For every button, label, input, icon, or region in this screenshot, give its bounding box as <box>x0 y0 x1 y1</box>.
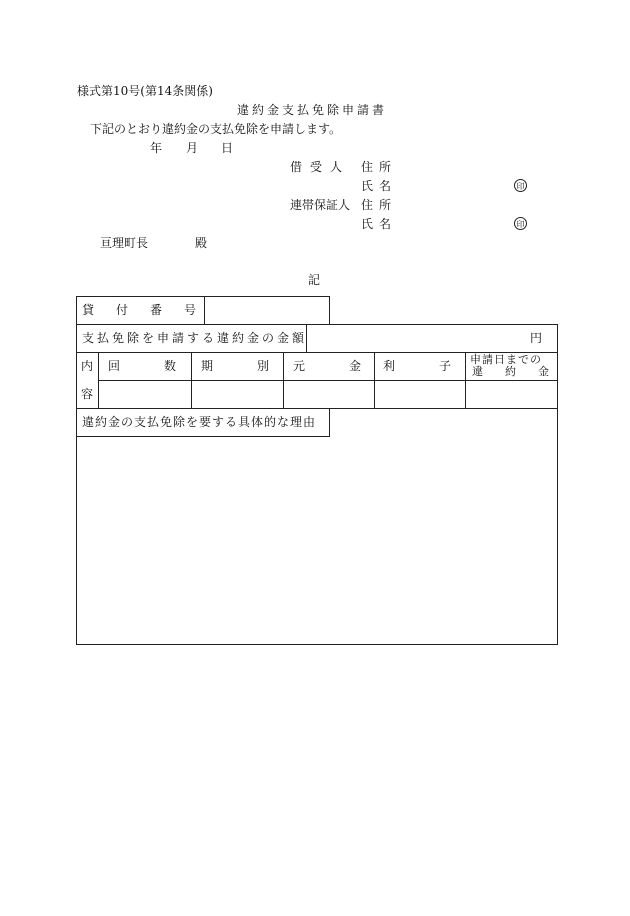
content-label-1: 内 <box>81 359 94 373</box>
column-rishi-text: 利子 <box>383 359 496 373</box>
column-penalty-line1: 申請日までの <box>470 353 542 366</box>
date-day: 日 <box>221 141 234 155</box>
loan-number-label <box>82 303 219 317</box>
reason-field[interactable] <box>82 442 552 640</box>
guarantor-seal-icon: 印 <box>514 217 527 230</box>
column-gankin <box>293 359 406 373</box>
column-kaisu <box>108 359 221 373</box>
addressee-name: 亘理町長 <box>100 236 149 250</box>
reason-label: 違約金の支払免除を要する具体的な理由 <box>82 415 317 429</box>
borrower-role: 借受人 <box>290 160 351 174</box>
ki-label: 記 <box>308 273 321 287</box>
column-kibetsu-text: 期別 <box>201 359 314 373</box>
column-penalty-line2: 違約金 <box>472 365 571 378</box>
guarantor-name-label: 氏名 <box>361 217 398 231</box>
column-rishi <box>383 359 496 373</box>
content-label-2: 容 <box>81 387 94 401</box>
guarantor-address-label: 住所 <box>361 198 398 212</box>
column-gankin-text: 元金 <box>293 359 406 373</box>
page-title: 違約金支払免除申請書 <box>237 103 388 117</box>
column-kaisu-text: 回数 <box>108 359 221 373</box>
guarantor-role: 連帯保証人 <box>290 198 351 212</box>
addressee-honorific: 殿 <box>195 236 208 250</box>
column-kibetsu <box>201 359 314 373</box>
borrower-address-label: 住所 <box>361 160 398 174</box>
amount-label: 支払免除を申請する違約金の金額 <box>82 331 308 345</box>
intro-text: 下記のとおり違約金の支払免除を申請します。 <box>90 122 342 136</box>
date-month: 月 <box>186 141 199 155</box>
form-number: 様式第10号(第14条関係) <box>77 84 213 98</box>
date-year: 年 <box>150 141 163 155</box>
amount-unit: 円 <box>530 331 543 345</box>
loan-number-label-text: 貸付番号 <box>82 303 219 317</box>
borrower-name-label: 氏名 <box>361 179 398 193</box>
borrower-seal-icon: 印 <box>514 179 527 192</box>
